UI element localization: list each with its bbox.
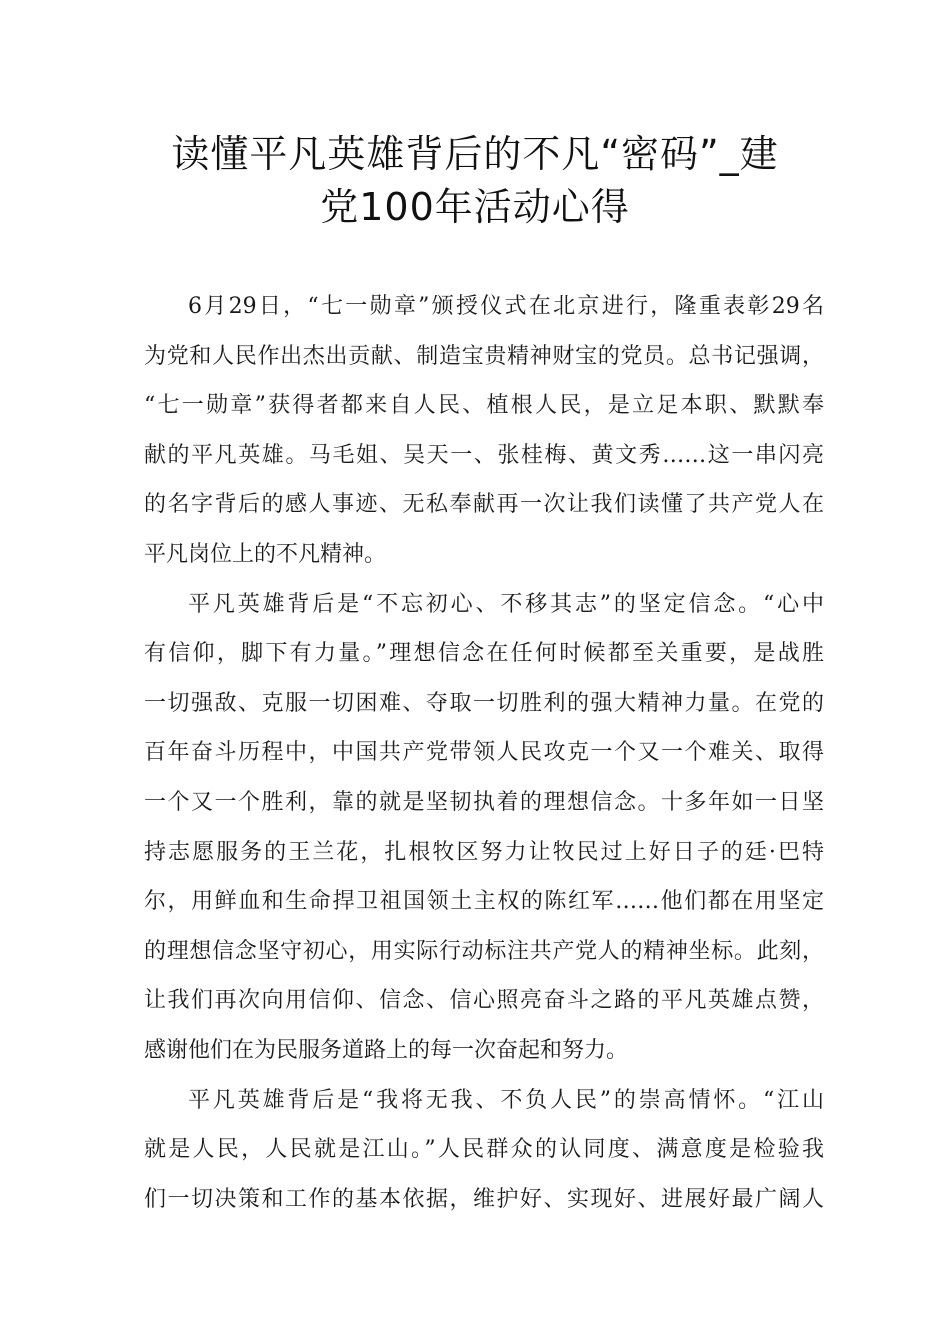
text-line: 们一切决策和工作的基本依据，维护好、实现好、进展好最广阔人 (144, 1186, 824, 1212)
text-line: 平凡岗位上的不凡精神。 (144, 541, 387, 567)
document-body (144, 282, 824, 1224)
paragraph-2 (144, 580, 824, 1076)
text-line: 平凡英雄背后是“我将无我、不负人民”的崇高情怀。“江山 (188, 1087, 824, 1113)
title-line: 党100年活动心得 (320, 185, 630, 229)
text-line: 6月29日，“七一勋章”颁授仪式在北京进行，隆重表彰29名 (188, 294, 824, 319)
text-line: 平凡英雄背后是“不忘初心、不移其志”的坚定信念。“心中 (188, 591, 824, 617)
text-line: 持志愿服务的王兰花，扎根牧区努力让牧民过上好日子的廷·巴特 (144, 839, 824, 865)
text-line: 的理想信念坚守初心，用实际行动标注共产党人的精神坐标。此刻， (144, 938, 824, 964)
text-line: 百年奋斗历程中，中国共产党带领人民攻克一个又一个难关、取得 (144, 740, 824, 766)
text-line: 感谢他们在为民服务道路上的每一次奋起和努力。 (144, 1037, 629, 1063)
text-line: 一切强敌、克服一切困难、夺取一切胜利的强大精神力量。在党的 (144, 690, 824, 716)
text-line: 为党和人民作出杰出贡献、制造宝贵精神财宝的党员。总书记强调， (144, 343, 824, 369)
text-line: “七一勋章”获得者都来自人民、植根人民，是立足本职、默默奉 (144, 393, 824, 419)
text-line: 就是人民，人民就是江山。”人民群众的认同度、满意度是检验我 (144, 1137, 824, 1163)
document-title (130, 128, 820, 234)
text-line: 的名字背后的感人事迹、无私奉献再一次让我们读懂了共产党人在 (144, 492, 824, 518)
paragraph-3 (144, 1076, 824, 1225)
paragraph-1 (144, 282, 824, 580)
text-line: 一个又一个胜利，靠的就是坚韧执着的理想信念。十多年如一日坚 (144, 789, 824, 815)
text-line: 尔，用鲜血和生命捍卫祖国领土主权的陈红军……他们都在用坚定 (144, 889, 824, 915)
text-line: 让我们再次向用信仰、信念、信心照亮奋斗之路的平凡英雄点赞， (144, 988, 824, 1014)
title-line: 读懂平凡英雄背后的不凡“密码”_建 (171, 132, 779, 176)
text-line: 有信仰，脚下有力量。”理想信念在任何时候都至关重要，是战胜 (144, 641, 824, 667)
text-line: 献的平凡英雄。马毛姐、吴天一、张桂梅、黄文秀……这一串闪亮 (144, 442, 824, 468)
